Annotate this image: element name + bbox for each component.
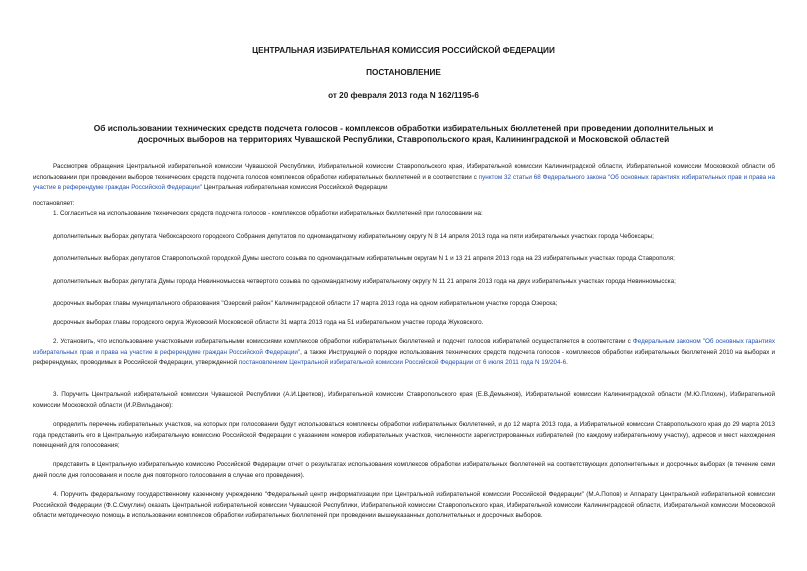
article-link[interactable]: пунктом 32 статьи 68: [478, 173, 541, 181]
document-date-number: от 20 февраля 2013 года N 162/1195-6: [328, 91, 479, 100]
point-2-text-c: .: [566, 359, 568, 366]
point-4-text: 4. Поручить федеральному государственному казенному учреждению "Федеральный центр информатизации при Центральной избирательной комиссии Российской Федерации" (М.А.Попов) и Аппарату Центральной избирательной комиссии Российской Федерации (Ф.С.Смуглин) оказать Центральной избирательной комиссии Чувашской Республики, Избирательной комиссии Ставропольского края, Избирательной комиссии Калининградской области, Избирательной комиссии Московской области методическую помощь в использовании комплексов обработки избирательных бюллетеней при проведении вышеуказанных дополнительных и досрочных выборов.: [33, 491, 775, 519]
document-title: Об использовании технических средств подсчета голосов - комплексов обработки избирательных бюллетеней при проведении дополнительных и досрочных выборов на территориях Чувашской Республики, Ставропольского края, Калининградской и Московской областей: [93, 123, 714, 144]
list-item: дополнительных выборах депутата Чебоксарского городского Собрания депутатов по одномандатному избирательному округу N 8 14 апреля 2013 года на пяти избирательных участках города Чебоксары;: [53, 233, 654, 240]
point-3-text: 3. Поручить Центральной избирательной комиссии Чувашской Республики (А.И.Цветков), Избирательной комиссии Ставропольского края (Е.В.Демьянов), Избирательной комиссии Калининградской области (М.Ю.Плохин), Избирательной комиссии Московской области (И.Р.Вильданов):: [33, 391, 775, 409]
point-2-paragraph: [33, 337, 775, 369]
list-item: дополнительных выборах депутатов Ставропольской городской Думы шестого созыва по одномандатным избирательным округам N 1 и 13 21 апреля 2013 года на 23 избирательных участках города Ставрополя;: [53, 255, 675, 262]
list-item: дополнительных выборах депутата Думы города Невинномысска четвертого созыва по одномандатному избирательному округу N 11 21 апреля 2013 года на двух избирательных участках города Невинномысска;: [53, 278, 676, 285]
resolution-link[interactable]: постановлением Центральной избирательной комиссии Российской Федерации от 6 июля 2011 года N 19/204-6: [238, 359, 567, 366]
federal-law-link[interactable]: Федерального закона "Об основных гарантиях избирательных прав и права на участие в референдуме граждан Российской Федерации": [33, 173, 776, 191]
document-type: ПОСТАНОВЛЕНИЕ: [366, 68, 441, 77]
decides-label: постановляет:: [33, 200, 75, 207]
list-item: досрочных выборах главы городского округа Жуковский Московской области 31 марта 2013 года на 51 избирательном участке города Жуковского.: [53, 319, 484, 326]
point-1-text: 1. Согласиться на использование технических средств подсчета голосов - комплексов обработки избирательных бюллетеней при голосовании на:: [53, 210, 483, 217]
point-2-text: 2. Установить, что использование участковыми избирательными комиссиями комплексов обработки избирательных бюллетеней и подсчет голосов избирателей осуществляется в соответствии с: [53, 338, 633, 345]
point-2-text-b: , а также Инструкцией о порядке использования технических средств подсчета голосов - комплексов обработки избирательных бюллетеней 2010 на выборах и референдумах, проводимых в Российской Федерации, утвержденной: [33, 348, 776, 366]
federal-law-link-2[interactable]: Федеральным законом "Об основных гарантиях избирательных прав и права на участие в референдуме граждан Российской Федерации": [33, 338, 775, 356]
preamble-paragraph: [33, 162, 775, 194]
list-item: досрочных выборах главы муниципального образования "Озерский район" Калининградской области 17 марта 2013 года на одном избирательном участке города Озерска;: [53, 300, 558, 307]
point-3-sub-2: представить в Центральную избирательную комиссию Российской Федерации отчет о результатах использования комплексов обработки избирательных бюллетеней на соответствующих дополнительных и досрочных выборах (в течение семи дней после дня голосования и после дня повторного голосования в случае его проведения).: [33, 461, 775, 479]
point-3-sub-1: определить перечень избирательных участков, на которых при голосовании будут использоваться комплексы обработки избирательных бюллетеней, и до 12 марта 2013 года, а Избирательной комиссии Ставропольского края до 29 марта 2013 года представить его в Центральную избирательную комиссию Российской Федерации с указанием номеров избирательных участков, численности зарегистрированных избирателей (по каждому избирательному участку), адресов и мест нахождения помещений для голосования;: [33, 421, 775, 449]
commission-name: ЦЕНТРАЛЬНАЯ ИЗБИРАТЕЛЬНАЯ КОМИССИЯ РОССИЙСКОЙ ФЕДЕРАЦИИ: [252, 46, 555, 55]
preamble-text-end: Центральная избирательная комиссия Российской Федерации: [201, 184, 388, 191]
preamble-text: Рассмотрев обращения Центральной избирательной комиссии Чувашской Республики, Избирательной комиссии Ставропольского края, Избирательной комиссии Калининградской области, Избирательной комиссии Московской области об использовании при проведении выборов технических средств подсчета голосов комплексов обработки избирательных бюллетеней и в соответствии с: [33, 163, 775, 181]
